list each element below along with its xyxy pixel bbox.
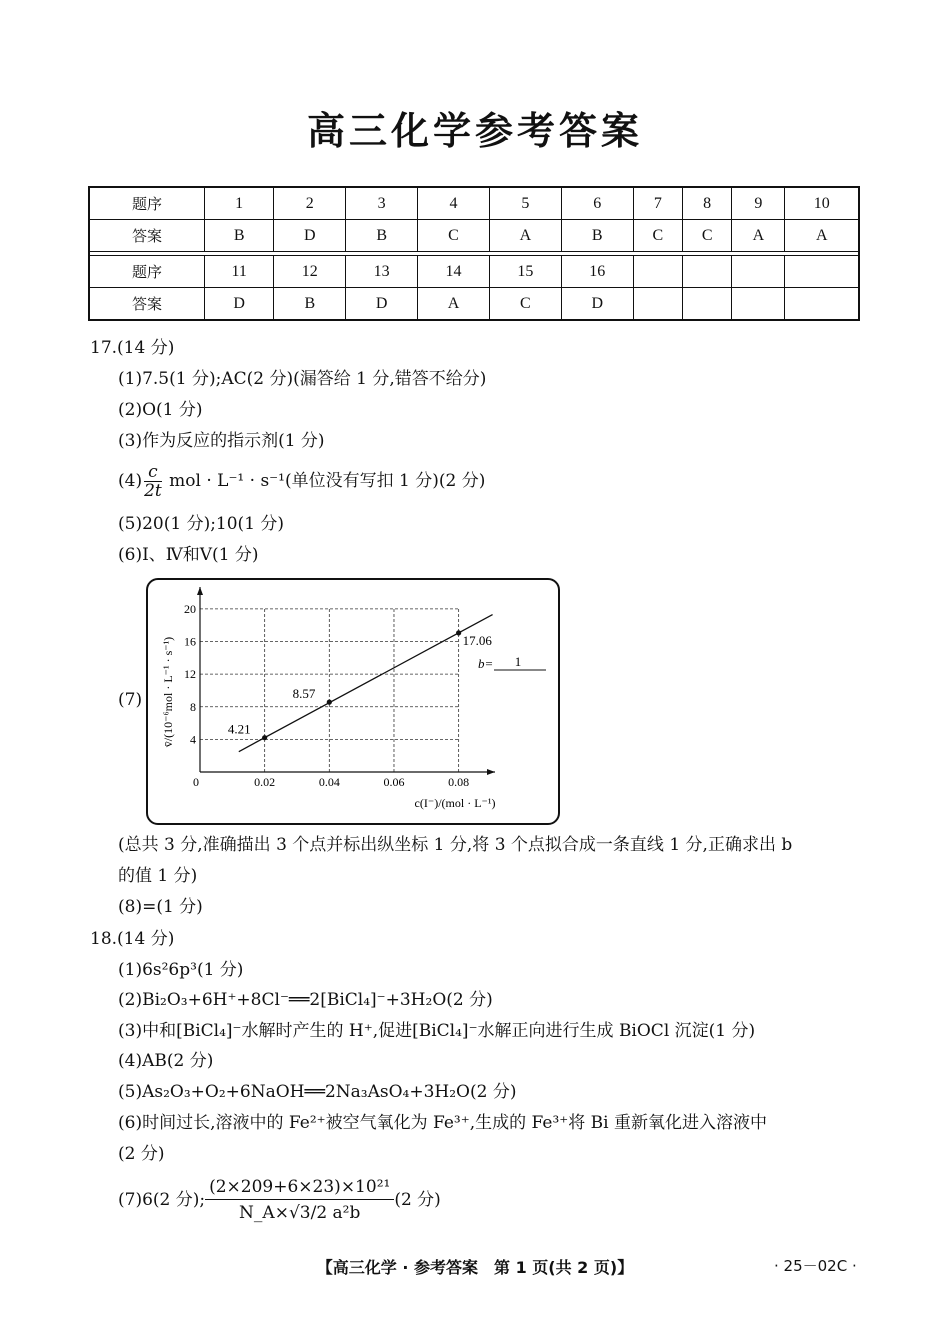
table-header-cell: 答案 xyxy=(89,220,205,252)
q18-answer-6-line-1: (6)时间过长,溶液中的 Fe²⁺被空气氧化为 Fe³⁺,生成的 Fe³⁺将 Bi 重新氧化进入溶液中 xyxy=(118,1113,767,1133)
table-cell: 6 xyxy=(561,187,633,220)
table-cell: 5 xyxy=(489,187,561,220)
table-cell xyxy=(683,288,732,321)
q18-answer-1: (1)6s²6p³(1 分) xyxy=(118,960,244,980)
table-cell xyxy=(633,288,682,321)
q17-answer-6: (6)Ⅰ、Ⅳ和Ⅴ(1 分) xyxy=(118,545,259,565)
q17-heading: 17.(14 分) xyxy=(90,338,175,358)
table-cell: 2 xyxy=(274,187,346,220)
q17-note-line-2: 的值 1 分) xyxy=(118,866,198,886)
y-tick-label: 4 xyxy=(190,732,196,747)
table-row xyxy=(89,220,859,252)
x-tick-label: 0 xyxy=(193,775,199,789)
table-cell: 12 xyxy=(274,256,346,288)
table-cell: A xyxy=(418,288,490,321)
table-header-cell: 题序 xyxy=(89,187,205,220)
table-cell: 1 xyxy=(205,187,274,220)
x-tick-label: 0.02 xyxy=(254,775,276,789)
q17-answer-4-fraction xyxy=(144,463,162,500)
table-cell: A xyxy=(732,220,785,252)
y-tick-label: 16 xyxy=(184,634,196,649)
data-label: 4.21 xyxy=(227,721,251,737)
table-cell: D xyxy=(274,220,346,252)
table-cell: A xyxy=(785,220,859,252)
table-cell: 15 xyxy=(489,256,561,288)
x-tick-label: 0.06 xyxy=(383,775,405,789)
data-label: 17.06 xyxy=(462,632,492,648)
table-cell: D xyxy=(346,288,418,321)
table-cell xyxy=(732,256,785,288)
rate-vs-concentration-chart xyxy=(148,580,558,823)
table-header-cell: 答案 xyxy=(89,288,205,321)
data-point xyxy=(456,630,461,635)
table-cell: D xyxy=(205,288,274,321)
y-axis-label: v̄/(10⁻⁶mol · L⁻¹ · s⁻¹) xyxy=(161,636,175,748)
answer-table xyxy=(88,186,860,321)
document-code: · 25－02C · xyxy=(774,1257,857,1275)
x-axis-label: c(I⁻)/(mol · L⁻¹) xyxy=(414,796,496,810)
table-row xyxy=(89,288,859,321)
q17-answer-1: (1)7.5(1 分);AC(2 分)(漏答给 1 分,错答不给分) xyxy=(118,369,487,389)
fit-line xyxy=(239,615,493,752)
table-cell: 10 xyxy=(785,187,859,220)
q17-answer-5: (5)20(1 分);10(1 分) xyxy=(118,514,285,534)
q18-answer-2: (2)Bi₂O₃+6H⁺+8Cl⁻══2[BiCl₄]⁻+3H₂O(2 分) xyxy=(118,990,493,1010)
table-row xyxy=(89,256,859,288)
table-header-cell: 题序 xyxy=(89,256,205,288)
table-cell: 13 xyxy=(346,256,418,288)
q17-answer-3: (3)作为反应的指示剂(1 分) xyxy=(118,431,325,451)
table-cell: 11 xyxy=(205,256,274,288)
data-point xyxy=(262,735,267,740)
y-tick-label: 12 xyxy=(184,667,196,682)
table-cell: 3 xyxy=(346,187,418,220)
table-cell: B xyxy=(205,220,274,252)
table-cell: D xyxy=(561,288,633,321)
table-cell: C xyxy=(489,288,561,321)
q17-answer-2: (2)O(1 分) xyxy=(118,400,203,420)
table-cell: A xyxy=(489,220,561,252)
table-cell: 7 xyxy=(633,187,682,220)
q18-answer-7 xyxy=(118,1172,441,1228)
q17-answer-4 xyxy=(118,462,485,500)
q18-answer-7-fraction xyxy=(205,1175,394,1226)
table-cell: C xyxy=(418,220,490,252)
q18-answer-6-line-2: (2 分) xyxy=(118,1144,165,1164)
table-cell: 8 xyxy=(683,187,732,220)
x-tick-label: 0.08 xyxy=(448,775,470,789)
table-cell: 9 xyxy=(732,187,785,220)
fraction-numerator: c xyxy=(144,463,162,482)
table-row xyxy=(89,187,859,220)
q18-heading: 18.(14 分) xyxy=(90,929,175,949)
q17-answer-7-label: (7) xyxy=(118,690,143,710)
x-axis-arrow xyxy=(487,769,495,775)
table-cell: 14 xyxy=(418,256,490,288)
fraction-denominator: 2t xyxy=(144,481,162,501)
page-title: 高三化学参考答案 xyxy=(306,109,643,153)
x-tick-label: 0.04 xyxy=(318,775,340,789)
table-cell: 4 xyxy=(418,187,490,220)
fraction-numerator: (2×209+6×23)×10²¹ xyxy=(205,1175,394,1200)
page-footer: 【高三化学 · 参考答案 第 1 页(共 2 页)】 xyxy=(316,1258,634,1277)
table-cell xyxy=(785,288,859,321)
q17-note-line-1: (总共 3 分,准确描出 3 个点并标出纵坐标 1 分,将 3 个点拟合成一条直线 1 分,正确求出 b xyxy=(118,835,793,855)
data-point xyxy=(327,700,332,705)
q18-answer-7-suffix: (2 分) xyxy=(394,1190,441,1210)
table-cell: B xyxy=(274,288,346,321)
table-cell: B xyxy=(346,220,418,252)
q17-answer-4-suffix: mol · L⁻¹ · s⁻¹(单位没有写扣 1 分)(2 分) xyxy=(163,471,486,491)
table-cell xyxy=(732,288,785,321)
y-tick-label: 20 xyxy=(184,601,196,616)
q18-answer-5: (5)As₂O₃+O₂+6NaOH══2Na₃AsO₄+3H₂O(2 分) xyxy=(118,1082,517,1102)
y-tick-label: 8 xyxy=(190,699,196,714)
table-cell: C xyxy=(633,220,682,252)
table-cell: C xyxy=(683,220,732,252)
y-axis-arrow xyxy=(197,587,203,595)
data-label: 8.57 xyxy=(292,686,316,702)
b-label: b= xyxy=(478,656,494,671)
chart-frame xyxy=(146,578,560,825)
fraction-denominator: N_A×√3/2 a²b xyxy=(239,1203,361,1223)
table-cell: B xyxy=(561,220,633,252)
q17-answer-8: (8)=(1 分) xyxy=(118,897,203,917)
table-cell xyxy=(785,256,859,288)
table-cell: 16 xyxy=(561,256,633,288)
q18-answer-4: (4)AB(2 分) xyxy=(118,1051,214,1071)
b-value: 1 xyxy=(514,654,522,669)
table-cell xyxy=(683,256,732,288)
q17-answer-4-prefix: (4) xyxy=(118,471,143,491)
q18-answer-7-prefix: (7)6(2 分); xyxy=(118,1190,206,1210)
q18-answer-3: (3)中和[BiCl₄]⁻水解时产生的 H⁺,促进[BiCl₄]⁻水解正向进行生成 BiOCl 沉淀(1 分) xyxy=(118,1021,756,1041)
table-cell xyxy=(633,256,682,288)
